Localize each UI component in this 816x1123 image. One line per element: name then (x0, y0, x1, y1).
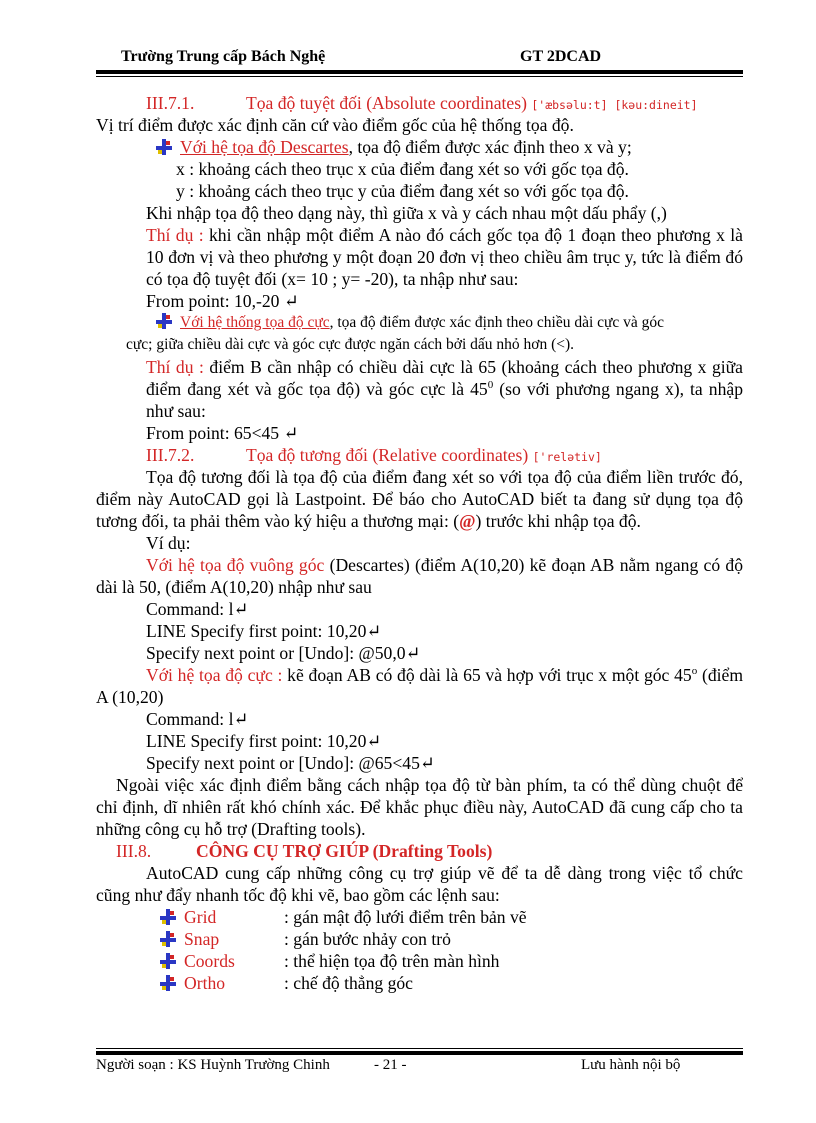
header-school: Trường Trung cấp Bách Nghệ (121, 48, 326, 65)
command-line: LINE Specify first point: 10,20↵ (146, 621, 382, 641)
tool-description: : gán bước nhảy con trỏ (284, 929, 451, 949)
tool-name: Ortho (184, 973, 226, 993)
footer-rule (96, 1051, 743, 1055)
definition-y: y : khoảng cách theo trục y của điểm đang xét so với gốc tọa độ. (176, 181, 629, 201)
tool-name: Snap (184, 929, 220, 949)
paragraph: Tọa độ tương đối là tọa độ của điểm đang xét so với tọa độ của điểm liền trước đó, điểm này AutoCAD gọi là Lastpoint. Để báo cho AutoCAD biết ta đang sử dụng tọa độ tương đối, ta phải thêm vào ký hiệu a thương mại: (@) trước khi nhập tọa độ. (96, 467, 743, 531)
footer-rule-thin (96, 1048, 743, 1049)
footer-page-number: - 21 - (374, 1057, 407, 1073)
tool-description: : gán mật độ lưới điểm trên bản vẽ (284, 907, 527, 927)
bullet-icon (156, 313, 172, 329)
bullet-icon (160, 975, 176, 991)
paragraph: Vị trí điểm được xác định căn cứ vào điểm gốc của hệ thống tọa độ. (96, 115, 574, 135)
list-item-descartes: Với hệ tọa độ Descartes, tọa độ điểm được xác định theo x và y; (96, 136, 743, 158)
definition-x: x : khoảng cách theo trục x của điểm đang xét so với gốc tọa độ. (176, 159, 629, 179)
example-paragraph: Thí dụ : điểm B cần nhập có chiều dài cực là 65 (khoảng cách theo phương x giữa điểm đang xét và gốc tọa độ) và góc cực là $45^0$ (so với phương ngang x), ta nhập như sau: (146, 357, 743, 421)
example-paragraph: Thí dụ : khi cần nhập một điểm A nào đó cách gốc tọa độ 1 đoạn theo phương x là 10 đơn vị và theo phương y một đoạn 20 đơn vị theo chiều âm trục y, tức là điểm đó có tọa độ tuyệt đối (x= 10 ; y= -20), ta nhập như sau: (146, 225, 743, 289)
list-item-polar: Với hệ thống tọa độ cực, tọa độ điểm được xác định theo chiều dài cực và góc (96, 312, 743, 334)
tool-list-item (160, 928, 743, 950)
bullet-icon (160, 931, 176, 947)
tool-list-item (160, 906, 743, 928)
paragraph: Với hệ tọa độ vuông góc (Descartes) (điểm A(10,20) kẽ đoạn AB nằm ngang có độ dài là 50, (điểm A(10,20) nhập như sau (96, 555, 743, 597)
tool-list-item (160, 972, 743, 994)
command-line: From point: 10,-20 ↵ (146, 291, 299, 311)
paragraph: Với hệ tọa độ cực : kẽ đoạn AB có độ dài là 65 và hợp với trục x một góc 45$^o$ (điểm A (10,20) (96, 665, 744, 707)
tool-description: : thể hiện tọa độ trên màn hình (284, 951, 500, 971)
header-rule-thin (96, 76, 743, 77)
command-line: Command: l↵ (146, 709, 249, 729)
command-line: Command: l↵ (146, 599, 249, 619)
paragraph: cực; giữa chiều dài cực và góc cực được ngăn cách bởi dấu nhỏ hơn (<). (126, 336, 575, 353)
paragraph: Khi nhập tọa độ theo dạng này, thì giữa x và y cách nhau một dấu phẩy (,) (146, 203, 667, 223)
command-line: Specify next point or [Undo]: @65<45↵ (146, 753, 435, 773)
page-body (96, 92, 743, 994)
header-course: GT 2DCAD (520, 48, 602, 65)
paragraph: Ngoài việc xác định điểm bằng cách nhập tọa độ từ bàn phím, ta có thể dùng chuột để chỉ định, dĩ nhiên rất khó chính xác. Để khắc phục điều này, AutoCAD đã cung cấp cho ta những công cụ hỗ trợ (Drafting tools). (96, 775, 743, 839)
command-line: Specify next point or [Undo]: @50,0↵ (146, 643, 421, 663)
command-line: LINE Specify first point: 10,20↵ (146, 731, 382, 751)
section-heading-3-8: III.8. CÔNG CỤ TRỢ GIÚP (Drafting Tools) (116, 841, 493, 861)
section-heading-3-7-2: III.7.2. Tọa độ tương đối (Relative coordinates) ['relətiv] (146, 445, 602, 465)
bullet-icon (156, 139, 172, 155)
header-rule (96, 70, 743, 74)
footer-author: Người soạn : KS Huỳnh Trường Chinh (96, 1057, 330, 1073)
tool-list-item (160, 950, 743, 972)
bullet-icon (160, 909, 176, 925)
paragraph: AutoCAD cung cấp những công cụ trợ giúp vẽ để ta dễ dàng trong việc tổ chức cũng như đẩy nhanh tốc độ khi vẽ, bao gồm các lệnh sau: (96, 863, 743, 905)
paragraph: Ví dụ: (146, 533, 191, 553)
bullet-icon (160, 953, 176, 969)
tool-name: Coords (184, 951, 235, 971)
footer-note: Lưu hành nội bộ (581, 1057, 681, 1073)
tool-name: Grid (184, 907, 217, 927)
command-line: From point: 65<45 ↵ (146, 423, 299, 443)
tool-description: : chế độ thẳng góc (284, 973, 413, 993)
tool-list (96, 906, 743, 994)
section-heading-3-7-1: III.7.1. Tọa độ tuyệt đối (Absolute coordinates) ['æbsəlu:t] [kəu:dineit] (146, 93, 698, 113)
